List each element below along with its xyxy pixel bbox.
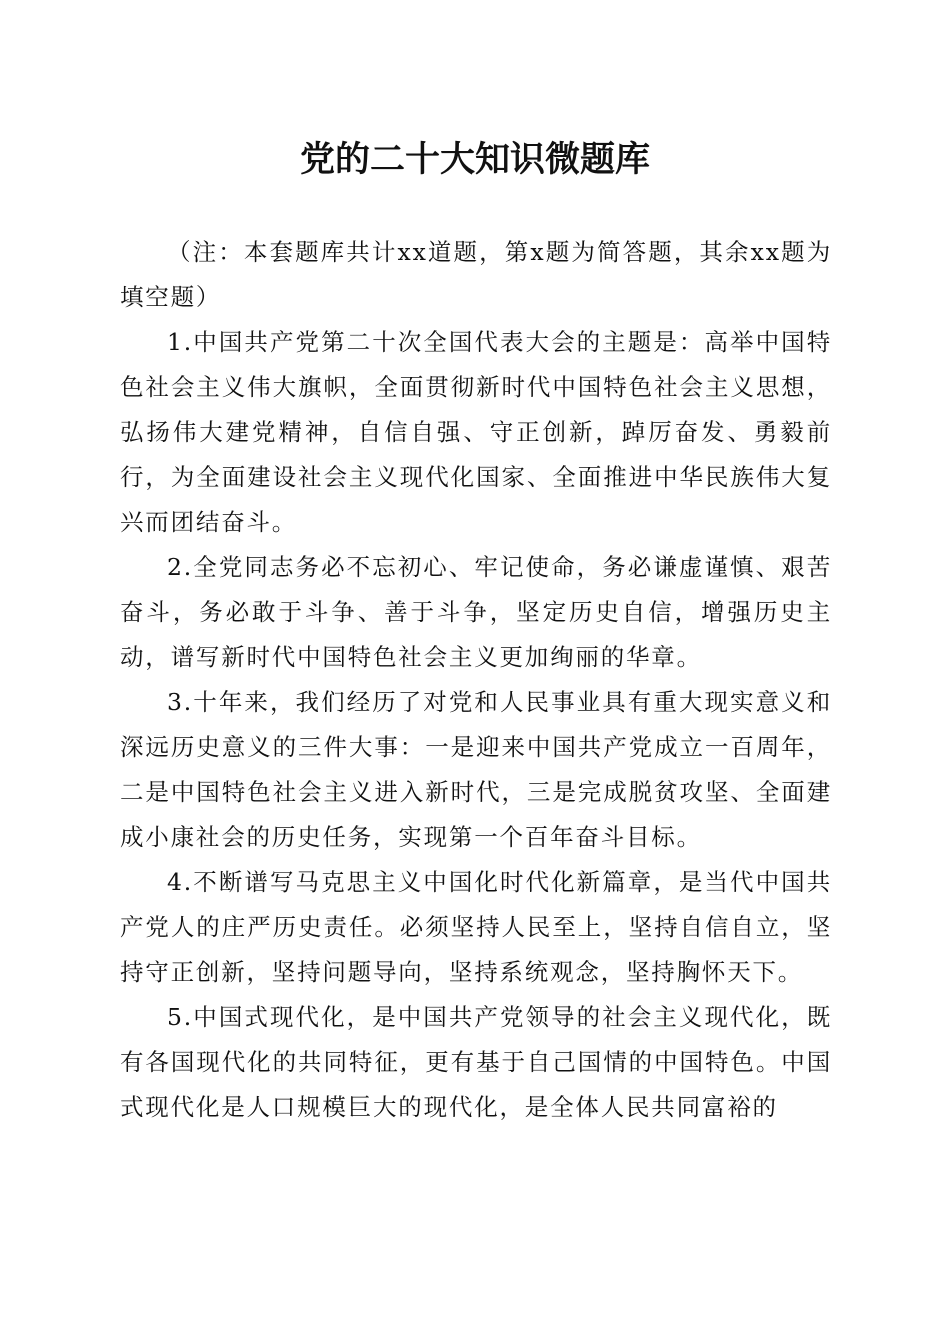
question-paragraph-5: 5.中国式现代化，是中国共产党领导的社会主义现代化，既有各国现代化的共同特征，更有基于自己国情的中国特色。中国式现代化是人口规模巨大的现代化，是全体人民共同富裕的: [120, 1003, 832, 1121]
question-paragraph-4: 4.不断谱写马克思主义中国化时代化新篇章，是当代中国共产党人的庄严历史责任。必须坚持人民至上，坚持自信自立，坚持守正创新，坚持问题导向，坚持系统观念，坚持胸怀天下。: [120, 868, 832, 986]
question-paragraph-1: 1.中国共产党第二十次全国代表大会的主题是：高举中国特色社会主义伟大旗帜，全面贯彻新时代中国特色社会主义思想，弘扬伟大建党精神，自信自强、守正创新，踔厉奋发、勇毅前行，为全面建设社会主义现代化国家、全面推进中华民族伟大复兴而团结奋斗。: [120, 328, 832, 536]
document-body: [120, 230, 832, 1130]
question-paragraph-2: 2.全党同志务必不忘初心、牢记使命，务必谦虚谨慎、艰苦奋斗，务必敢于斗争、善于斗争，坚定历史自信，增强历史主动，谱写新时代中国特色社会主义更加绚丽的华章。: [120, 553, 832, 671]
note-paragraph: （注：本套题库共计xx道题，第x题为简答题，其余xx题为填空题）: [120, 238, 832, 311]
question-paragraph-3: 3.十年来，我们经历了对党和人民事业具有重大现实意义和深远历史意义的三件大事：一是迎来中国共产党成立一百周年，二是中国特色社会主义进入新时代，三是完成脱贫攻坚、全面建成小康社会的历史任务，实现第一个百年奋斗目标。: [120, 688, 832, 851]
page-title: 党的二十大知识微题库: [299, 139, 650, 180]
